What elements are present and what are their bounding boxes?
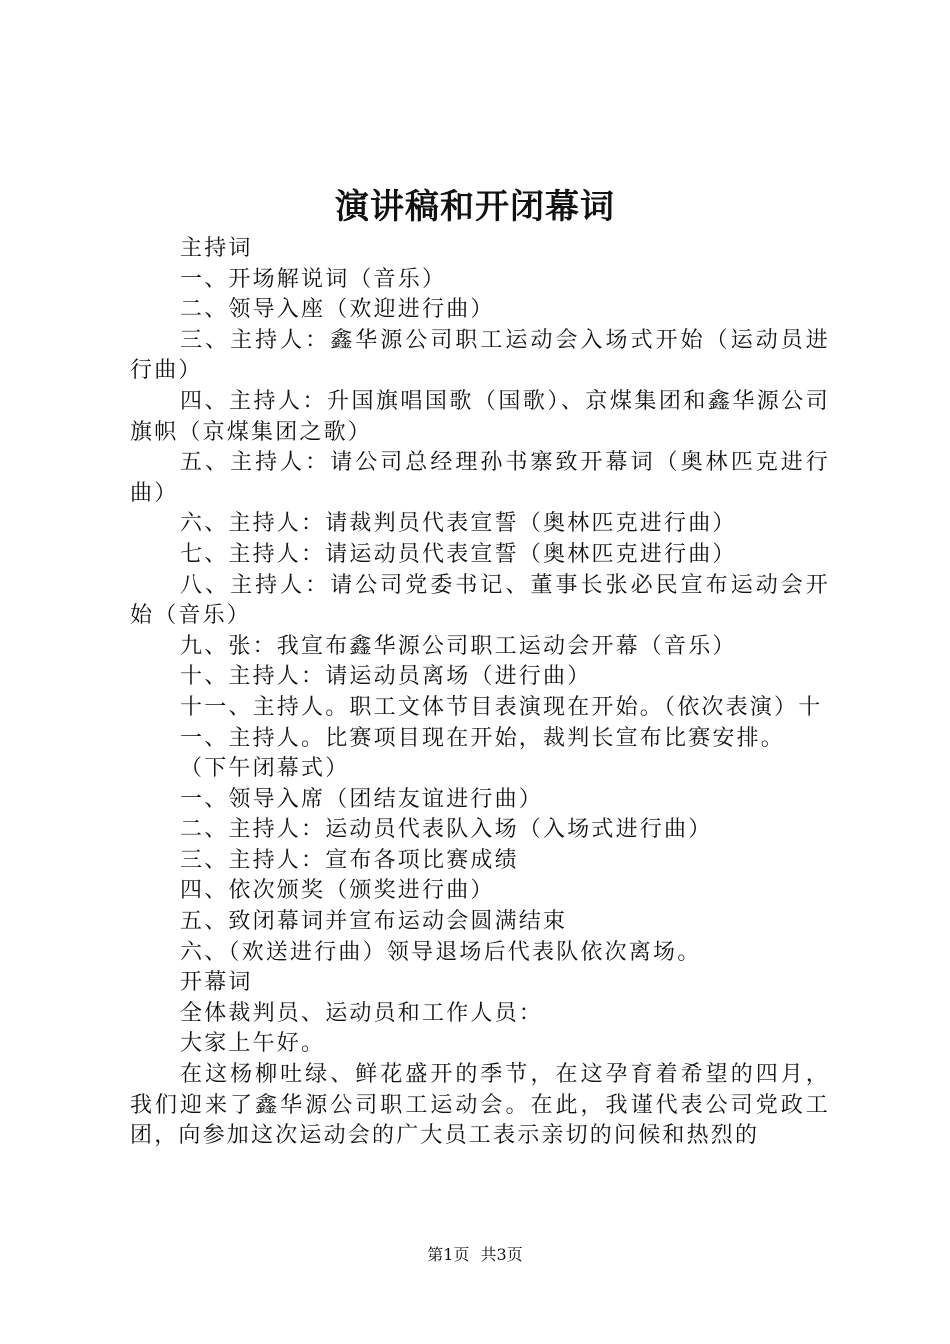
page-total: 共3页 bbox=[480, 1245, 523, 1264]
paragraph: 三、主持人：宣布各项比赛成绩 bbox=[180, 847, 519, 873]
paragraph: 六、（欢送进行曲）领导退场后代表队依次离场。 bbox=[180, 939, 702, 965]
paragraph: 三、主持人：鑫华源公司职工运动会入场式开始（运动员进行曲） bbox=[130, 327, 830, 384]
paragraph: 大家上午好。 bbox=[180, 1031, 326, 1057]
paragraph: 七、主持人：请运动员代表宣誓（奥林匹克进行曲） bbox=[180, 541, 737, 567]
paragraph: 开幕词 bbox=[180, 970, 253, 996]
paragraph: 四、主持人：升国旗唱国歌（国歌）、京煤集团和鑫华源公司旗帜（京煤集团之歌） bbox=[130, 388, 830, 445]
paragraph: 十一、主持人。职工文体节目表演现在开始。（依次表演）十 bbox=[180, 694, 823, 720]
paragraph: 五、主持人：请公司总经理孙书寨致开幕词（奥林匹克进行曲） bbox=[130, 450, 830, 506]
paragraph: 四、依次颁奖（颁奖进行曲） bbox=[180, 878, 495, 904]
paragraph: 一、开场解说词（音乐） bbox=[180, 266, 447, 292]
paragraph: 一、主持人。比赛项目现在开始，裁判长宣布比赛安排。 bbox=[180, 725, 786, 751]
page-number: 第1页 bbox=[427, 1245, 470, 1264]
paragraph: 十、主持人：请运动员离场（进行曲） bbox=[180, 664, 592, 690]
paragraph: 二、领导入座（欢迎进行曲） bbox=[180, 297, 495, 323]
paragraph: 二、主持人：运动员代表队入场（入场式进行曲） bbox=[180, 817, 713, 843]
document-title: 演讲稿和开闭幕词 bbox=[335, 187, 615, 227]
document-body bbox=[130, 234, 830, 1152]
paragraph: 一、领导入席（团结友谊进行曲） bbox=[180, 786, 544, 812]
paragraph: 五、致闭幕词并宣布运动会圆满结束 bbox=[180, 909, 568, 935]
paragraph: 主持词 bbox=[180, 236, 253, 261]
paragraph: 六、主持人：请裁判员代表宣誓（奥林匹克进行曲） bbox=[180, 511, 737, 537]
paragraph: 在这杨柳吐绿、鲜花盛开的季节，在这孕育着希望的四月，我们迎来了鑫华源公司职工运动会。在此，我谨代表公司党政工团，向参加这次运动会的广大员工表示亲切的问候和热烈的 bbox=[130, 1062, 830, 1149]
page-footer bbox=[0, 1244, 950, 1266]
paragraph: 八、主持人：请公司党委书记、董事长张必民宣布运动会开始（音乐） bbox=[130, 572, 830, 629]
paragraph: 全体裁判员、运动员和工作人员： bbox=[180, 1000, 544, 1026]
paragraph: 九、张：我宣布鑫华源公司职工运动会开幕（音乐） bbox=[180, 633, 737, 659]
paragraph: （下午闭幕式） bbox=[180, 756, 350, 782]
